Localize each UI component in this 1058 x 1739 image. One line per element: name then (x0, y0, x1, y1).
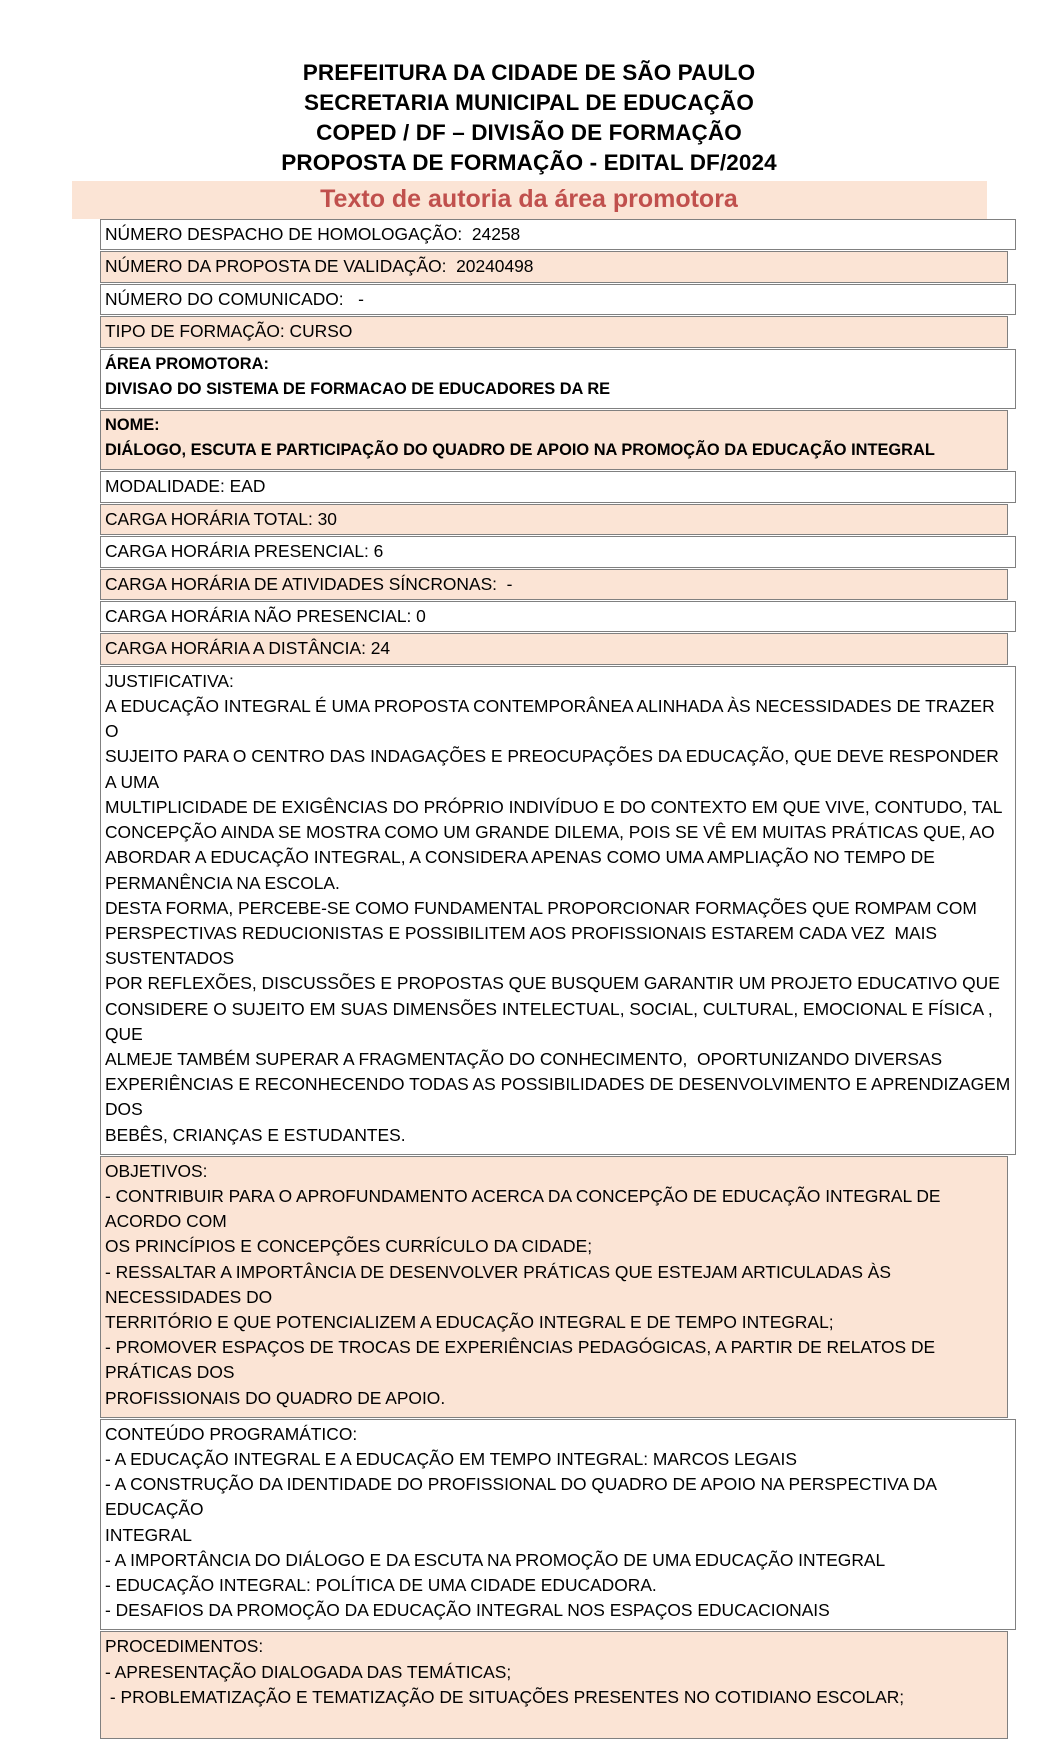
row-line: PROCEDIMENTOS: (105, 1636, 264, 1657)
row-line: CONCEPÇÃO AINDA SE MOSTRA COMO UM GRANDE DILEMA, POIS SE VÊ EM MUITAS PRÁTICAS QUE, AO (105, 822, 995, 843)
row-line: - RESSALTAR A IMPORTÂNCIA DE DESENVOLVER PRÁTICAS QUE ESTEJAM ARTICULADAS ÀS NECESSIDADES DO (105, 1261, 896, 1307)
row-line: - APRESENTAÇÃO DIALOGADA DAS TEMÁTICAS; (105, 1661, 512, 1682)
row-line: NÚMERO DO COMUNICADO: - (105, 288, 364, 309)
table-row-procedimentos (100, 1631, 1008, 1739)
table-row-carga-horaria-total (100, 504, 1008, 535)
row-line: CARGA HORÁRIA A DISTÂNCIA: 24 (105, 638, 391, 659)
row-line: - PROMOVER ESPAÇOS DE TROCAS DE EXPERIÊNCIAS PEDAGÓGICAS, A PARTIR DE RELATOS DE PRÁTICAS DOS (105, 1337, 940, 1383)
row-line: CONTEÚDO PROGRAMÁTICO: (105, 1423, 358, 1444)
proposal-table (100, 219, 1016, 1739)
row-line: NOME: (105, 416, 160, 435)
row-line: CARGA HORÁRIA DE ATIVIDADES SÍNCRONAS: - (105, 573, 513, 594)
table-row-numero-comunicado (100, 284, 1016, 315)
proposal-table-wrapper (42, 219, 1016, 1739)
row-line: - PROBLEMATIZAÇÃO E TEMATIZAÇÃO DE SITUAÇÕES PRESENTES NO COTIDIANO ESCOLAR; (105, 1686, 905, 1707)
row-line: CONSIDERE O SUJEITO EM SUAS DIMENSÕES INTELECTUAL, SOCIAL, CULTURAL, EMOCIONAL E FÍSICA , QUE (105, 998, 998, 1044)
header-line-3: COPED / DF – DIVISÃO DE FORMAÇÃO (316, 120, 742, 145)
table-row-tipo-de-formacao (100, 316, 1008, 347)
table-row-numero-despacho-homologacao (100, 219, 1016, 250)
row-line: CARGA HORÁRIA TOTAL: 30 (105, 508, 337, 529)
table-row-carga-horaria-atividades-sincronas (100, 569, 1008, 600)
header-line-1: PREFEITURA DA CIDADE DE SÃO PAULO (302, 60, 756, 85)
table-row-carga-horaria-nao-presencial (100, 601, 1016, 632)
row-line: OBJETIVOS: (105, 1160, 208, 1181)
row-line: DIVISAO DO SISTEMA DE FORMACAO DE EDUCADORES DA RE (105, 379, 611, 398)
banner-title: Texto de autoria da área promotora (320, 185, 738, 213)
row-line: - A CONSTRUÇÃO DA IDENTIDADE DO PROFISSIONAL DO QUADRO DE APOIO NA PERSPECTIVA DA EDUCAÇÃO (105, 1474, 941, 1520)
row-line: PROFISSIONAIS DO QUADRO DE APOIO. (105, 1387, 446, 1408)
row-line: CARGA HORÁRIA NÃO PRESENCIAL: 0 (105, 606, 426, 627)
table-row-modalidade (100, 471, 1016, 502)
table-row-objetivos (100, 1156, 1008, 1418)
header-line-4: PROPOSTA DE FORMAÇÃO - EDITAL DF/2024 (281, 150, 777, 175)
row-line: MULTIPLICIDADE DE EXIGÊNCIAS DO PRÓPRIO INDIVÍDUO E DO CONTEXTO EM QUE VIVE, CONTUDO, TAL (105, 796, 1003, 817)
row-line: ÁREA PROMOTORA: (105, 354, 269, 373)
row-line: - A EDUCAÇÃO INTEGRAL E A EDUCAÇÃO EM TEMPO INTEGRAL: MARCOS LEGAIS (105, 1448, 797, 1469)
header-line-2: SECRETARIA MUNICIPAL DE EDUCAÇÃO (304, 90, 754, 115)
table-row-carga-horaria-a-distancia (100, 633, 1008, 664)
row-line: DIÁLOGO, ESCUTA E PARTICIPAÇÃO DO QUADRO DE APOIO NA PROMOÇÃO DA EDUCAÇÃO INTEGRAL (105, 441, 935, 460)
table-row-carga-horaria-presencial (100, 536, 1016, 567)
row-line: ABORDAR A EDUCAÇÃO INTEGRAL, A CONSIDERA APENAS COMO UMA AMPLIAÇÃO NO TEMPO DE (105, 847, 935, 868)
document-header (0, 0, 1058, 178)
table-row-justificativa (100, 666, 1016, 1155)
row-line: POR REFLEXÕES, DISCUSSÕES E PROPOSTAS QUE BUSQUEM GARANTIR UM PROJETO EDUCATIVO QUE (105, 973, 1000, 994)
row-line: TIPO DE FORMAÇÃO: CURSO (105, 321, 353, 342)
row-line: PERSPECTIVAS REDUCIONISTAS E POSSIBILITEM AOS PROFISSIONAIS ESTAREM CADA VEZ MAIS SUSTENTADOS (105, 922, 942, 969)
row-line: JUSTIFICATIVA: (105, 670, 234, 691)
row-line: ALMEJE TAMBÉM SUPERAR A FRAGMENTAÇÃO DO CONHECIMENTO, OPORTUNIZANDO DIVERSAS (105, 1048, 943, 1069)
row-line: - A IMPORTÂNCIA DO DIÁLOGO E DA ESCUTA NA PROMOÇÃO DE UMA EDUCAÇÃO INTEGRAL (105, 1549, 886, 1570)
row-line: A EDUCAÇÃO INTEGRAL É UMA PROPOSTA CONTEMPORÂNEA ALINHADA ÀS NECESSIDADES DE TRAZER O (105, 696, 1000, 742)
table-row-nome-da-formacao (100, 410, 1008, 470)
row-line: EXPERIÊNCIAS E RECONHECENDO TODAS AS POSSIBILIDADES DE DESENVOLVIMENTO E APRENDIZAGEM DOS (105, 1074, 1016, 1120)
row-line: - CONTRIBUIR PARA O APROFUNDAMENTO ACERCA DA CONCEPÇÃO DE EDUCAÇÃO INTEGRAL DE ACORDO COM (105, 1185, 945, 1232)
table-row-area-promotora (100, 349, 1016, 409)
table-row-conteudo-programatico (100, 1419, 1016, 1631)
row-line: CARGA HORÁRIA PRESENCIAL: 6 (105, 541, 384, 562)
table-row-numero-proposta-validacao (100, 251, 1008, 282)
row-line: - EDUCAÇÃO INTEGRAL: POLÍTICA DE UMA CIDADE EDUCADORA. (105, 1574, 657, 1595)
row-line: OS PRINCÍPIOS E CONCEPÇÕES CURRÍCULO DA CIDADE; (105, 1236, 593, 1257)
row-line: SUJEITO PARA O CENTRO DAS INDAGAÇÕES E PREOCUPAÇÕES DA EDUCAÇÃO, QUE DEVE RESPONDER A UMA (105, 746, 1003, 792)
row-line: BEBÊS, CRIANÇAS E ESTUDANTES. (105, 1124, 406, 1145)
row-line: INTEGRAL (105, 1524, 192, 1545)
row-line: - DESAFIOS DA PROMOÇÃO DA EDUCAÇÃO INTEGRAL NOS ESPAÇOS EDUCACIONAIS (105, 1600, 830, 1621)
title-banner (72, 181, 987, 219)
row-line: MODALIDADE: EAD (105, 476, 266, 497)
row-line: DESTA FORMA, PERCEBE-SE COMO FUNDAMENTAL PROPORCIONAR FORMAÇÕES QUE ROMPAM COM (105, 897, 977, 918)
row-line: NÚMERO DESPACHO DE HOMOLOGAÇÃO: 24258 (105, 224, 521, 244)
row-line: NÚMERO DA PROPOSTA DE VALIDAÇÃO: 20240498 (105, 256, 534, 277)
row-line: PERMANÊNCIA NA ESCOLA. (105, 872, 340, 893)
row-line: TERRITÓRIO E QUE POTENCIALIZEM A EDUCAÇÃO INTEGRAL E DE TEMPO INTEGRAL; (105, 1311, 834, 1332)
